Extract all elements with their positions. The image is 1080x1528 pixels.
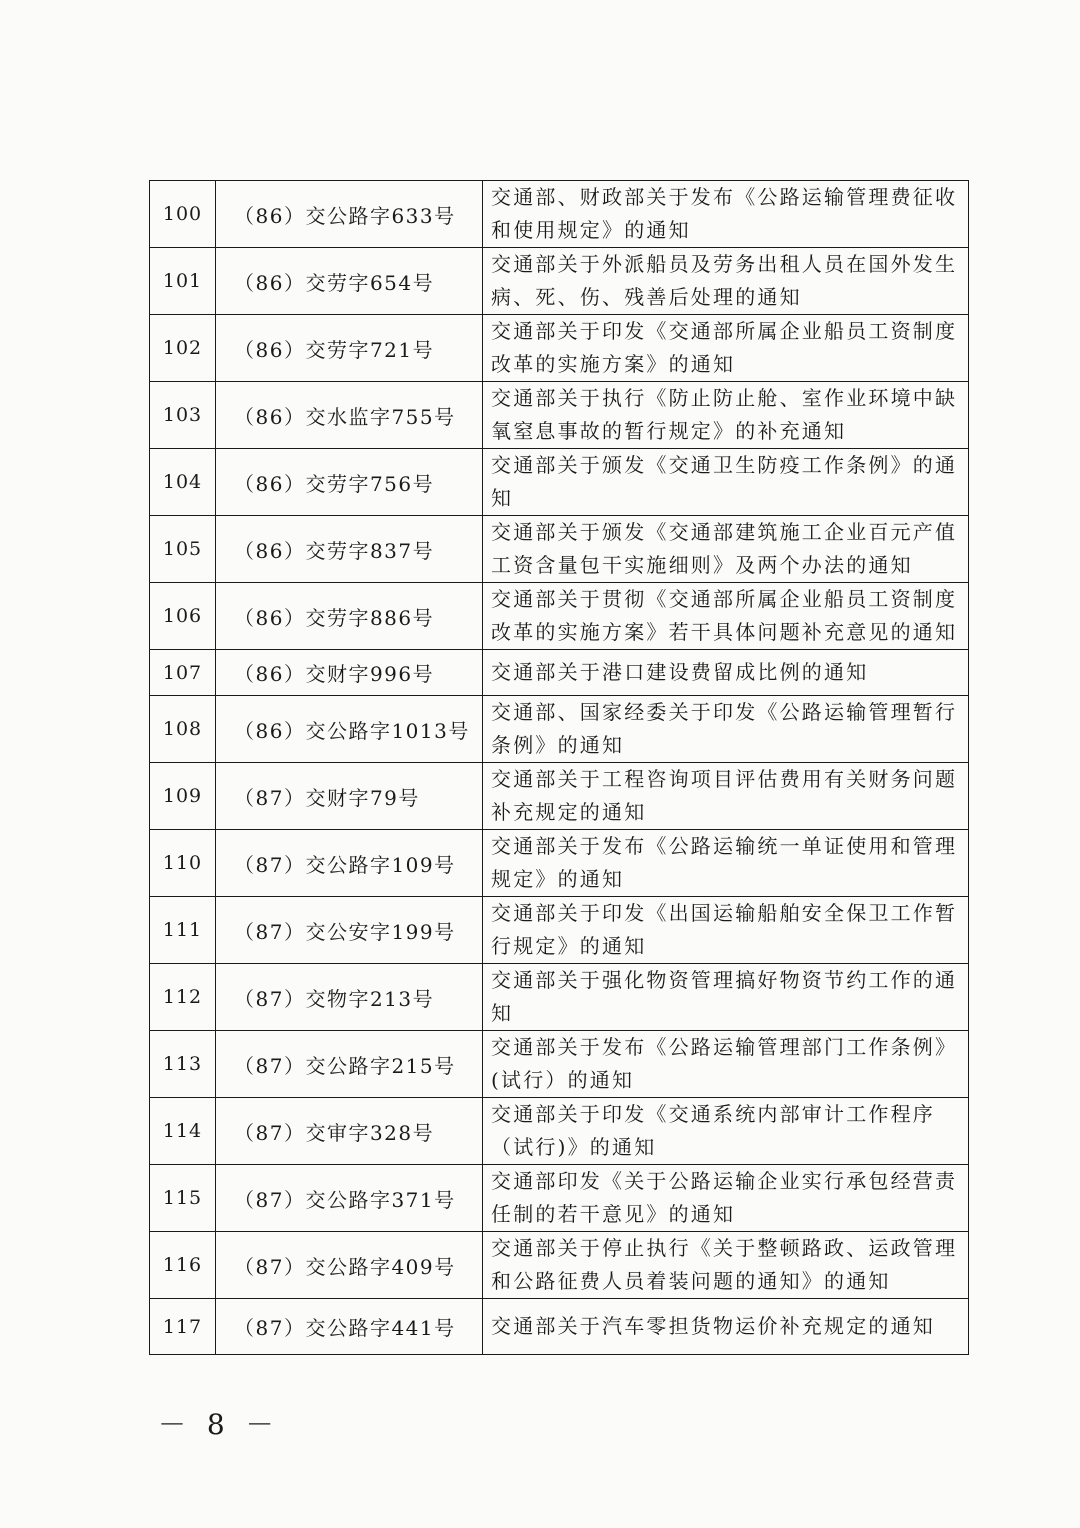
document-title: 交通部关于外派船员及劳务出租人员在国外发生病、死、伤、残善后处理的通知 [483, 248, 969, 315]
row-number: 101 [150, 248, 216, 315]
table-row [150, 964, 969, 1031]
document-title: 交通部关于印发《交通系统内部审计工作程序（试行)》的通知 [483, 1098, 969, 1165]
row-number: 108 [150, 696, 216, 763]
document-code: （87）交公路字409号 [216, 1232, 483, 1299]
row-number: 111 [150, 897, 216, 964]
document-code: （86）交公路字633号 [216, 181, 483, 248]
document-code: （87）交公路字441号 [216, 1299, 483, 1355]
document-code: （87）交审字328号 [216, 1098, 483, 1165]
table-row [150, 315, 969, 382]
table-row [150, 516, 969, 583]
document-code: （86）交劳字886号 [216, 583, 483, 650]
row-number: 110 [150, 830, 216, 897]
document-title: 交通部关于汽车零担货物运价补充规定的通知 [483, 1299, 969, 1355]
document-code: （87）交物字213号 [216, 964, 483, 1031]
document-title: 交通部关于印发《交通部所属企业船员工资制度改革的实施方案》的通知 [483, 315, 969, 382]
row-number: 106 [150, 583, 216, 650]
row-number: 117 [150, 1299, 216, 1355]
document-code: （86）交财字996号 [216, 650, 483, 696]
row-number: 113 [150, 1031, 216, 1098]
document-title: 交通部关于发布《公路运输管理部门工作条例》(试行）的通知 [483, 1031, 969, 1098]
row-number: 115 [150, 1165, 216, 1232]
table-row [150, 897, 969, 964]
table-row [150, 1299, 969, 1355]
row-number: 102 [150, 315, 216, 382]
row-number: 112 [150, 964, 216, 1031]
regulation-table [149, 180, 969, 1355]
document-title: 交通部关于强化物资管理搞好物资节约工作的通知 [483, 964, 969, 1031]
row-number: 100 [150, 181, 216, 248]
table-row [150, 449, 969, 516]
page-number: － 8 － [158, 1408, 280, 1441]
document-code: （87）交公路字109号 [216, 830, 483, 897]
row-number: 105 [150, 516, 216, 583]
document-title: 交通部关于执行《防止防止舱、室作业环境中缺氧窒息事故的暂行规定》的补充通知 [483, 382, 969, 449]
document-code: （86）交劳字756号 [216, 449, 483, 516]
table-row [150, 830, 969, 897]
document-title: 交通部关于颁发《交通卫生防疫工作条例》的通知 [483, 449, 969, 516]
document-title: 交通部关于工程咨询项目评估费用有关财务问题补充规定的通知 [483, 763, 969, 830]
document-code: （87）交公路字215号 [216, 1031, 483, 1098]
document-code: （87）交公安字199号 [216, 897, 483, 964]
document-title: 交通部关于发布《公路运输统一单证使用和管理规定》的通知 [483, 830, 969, 897]
document-title: 交通部关于贯彻《交通部所属企业船员工资制度改革的实施方案》若干具体问题补充意见的通知 [483, 583, 969, 650]
document-code: （87）交财字79号 [216, 763, 483, 830]
document-title: 交通部关于印发《出国运输船舶安全保卫工作暂行规定》的通知 [483, 897, 969, 964]
document-title: 交通部关于停止执行《关于整顿路政、运政管理和公路征费人员着装问题的通知》的通知 [483, 1232, 969, 1299]
table-row [150, 583, 969, 650]
row-number: 109 [150, 763, 216, 830]
table-row [150, 382, 969, 449]
document-code: （86）交劳字837号 [216, 516, 483, 583]
document-code: （86）交劳字654号 [216, 248, 483, 315]
table-row [150, 1232, 969, 1299]
document-title: 交通部印发《关于公路运输企业实行承包经营责任制的若干意见》的通知 [483, 1165, 969, 1232]
table-row [150, 650, 969, 696]
row-number: 103 [150, 382, 216, 449]
document-code: （86）交公路字1013号 [216, 696, 483, 763]
document-title: 交通部关于颁发《交通部建筑施工企业百元产值工资含量包干实施细则》及两个办法的通知 [483, 516, 969, 583]
row-number: 107 [150, 650, 216, 696]
table-row [150, 1165, 969, 1232]
row-number: 104 [150, 449, 216, 516]
table-row [150, 763, 969, 830]
document-title: 交通部、财政部关于发布《公路运输管理费征收和使用规定》的通知 [483, 181, 969, 248]
table-row [150, 696, 969, 763]
table-row [150, 1031, 969, 1098]
document-code: （87）交公路字371号 [216, 1165, 483, 1232]
document-title: 交通部关于港口建设费留成比例的通知 [483, 650, 969, 696]
table-row [150, 1098, 969, 1165]
row-number: 114 [150, 1098, 216, 1165]
document-code: （86）交水监字755号 [216, 382, 483, 449]
table-row [150, 248, 969, 315]
table-row [150, 181, 969, 248]
row-number: 116 [150, 1232, 216, 1299]
document-code: （86）交劳字721号 [216, 315, 483, 382]
document-title: 交通部、国家经委关于印发《公路运输管理暂行条例》的通知 [483, 696, 969, 763]
